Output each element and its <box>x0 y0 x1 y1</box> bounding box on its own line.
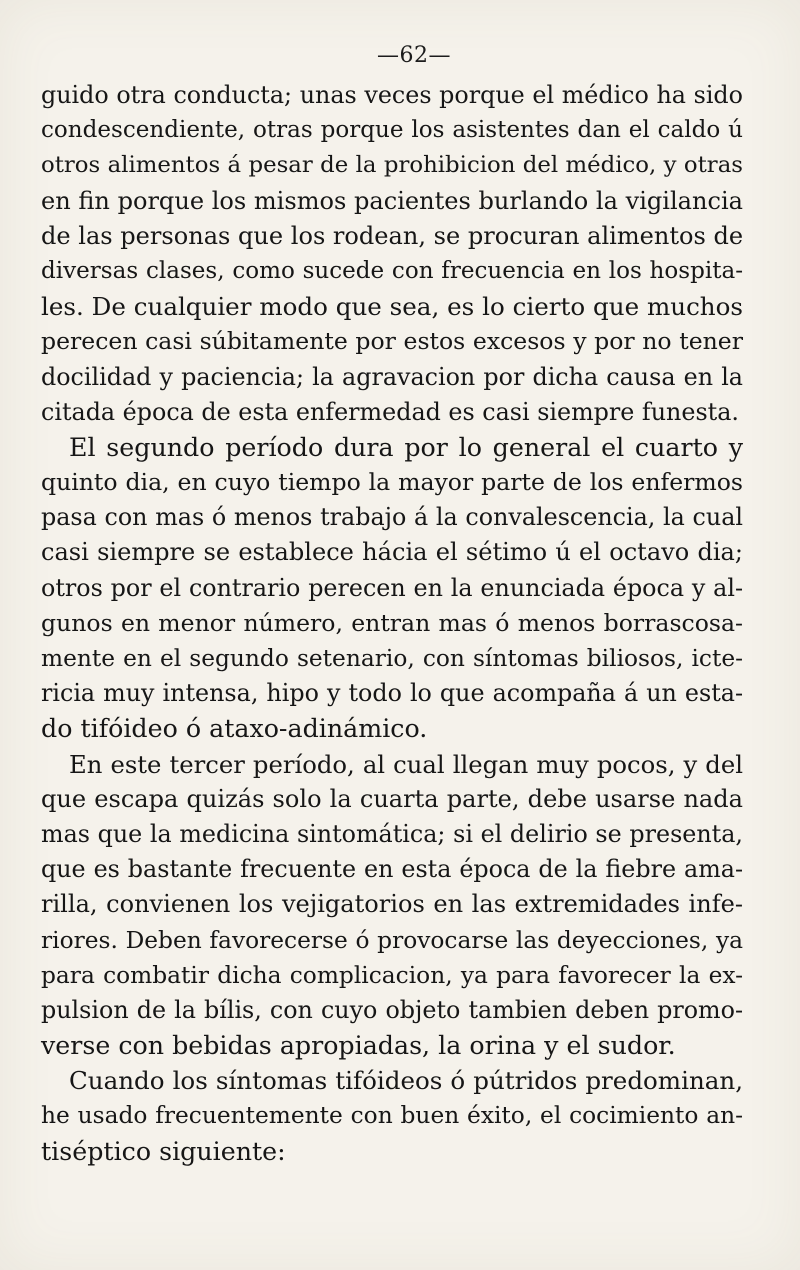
text-line: rilla, convienen los vejigatorios en las extremidades infe- <box>41 890 743 919</box>
text-line: perecen casi súbitamente por estos excesos y por no tener <box>41 327 743 356</box>
text-line: casi siempre se establece hácia el sétimo ú el octavo dia; <box>41 538 743 567</box>
text-line: que escapa quizás solo la cuarta parte, debe usarse nada <box>41 784 743 813</box>
text-line: gunos en menor número, entran mas ó menos borrascosa- <box>41 608 743 637</box>
text-line: otros alimentos á pesar de la prohibicion del médico, y otras <box>41 152 743 179</box>
text-line: he usado frecuentemente con buen éxito, el cocimiento an- <box>41 1102 743 1130</box>
paragraph-end-line: citada época de esta enfermedad es casi siempre funesta. <box>41 397 739 426</box>
text-line: pasa con mas ó menos trabajo á la convalescencia, la cual <box>41 503 743 532</box>
text-line: mente en el segundo setenario, con síntomas biliosos, icte- <box>41 645 743 672</box>
paragraph-start-line: En este tercer período, al cual llegan muy pocos, y del <box>69 749 743 779</box>
text-line: otros por el contrario perecen en la enunciada época y al- <box>41 573 743 602</box>
text-line: pulsion de la bílis, con cuyo objeto tambien deben promo- <box>41 995 743 1024</box>
paragraph-end-line: tiséptico siguiente: <box>41 1136 286 1166</box>
paragraph-end-line: do tifóideo ó ataxo-adinámico. <box>41 714 428 744</box>
text-line: les. De cualquier modo que sea, es lo cierto que muchos <box>41 292 743 322</box>
text-line: guido otra conducta; unas veces porque el médico ha sido <box>41 81 743 109</box>
paragraph-start-line: El segundo período dura por lo general el cuarto y <box>69 432 743 462</box>
text-line: ricia muy intensa, hipo y todo lo que acompaña á un esta- <box>41 679 743 708</box>
text-line: para combatir dicha complicacion, ya para favorecer la ex- <box>41 961 743 989</box>
text-line: docilidad y paciencia; la agravacion por dicha causa en la <box>41 362 743 391</box>
body-text <box>41 78 743 1169</box>
page-number: —62— <box>377 43 451 68</box>
text-line: de las personas que los rodean, se procuran alimentos de <box>41 221 744 250</box>
text-line: mas que la medicina sintomática; si el delirio se presenta, <box>41 819 743 848</box>
text-line: diversas clases, como sucede con frecuencia en los hospita- <box>41 257 743 284</box>
text-line: que es bastante frecuente en esta época de la fiebre ama- <box>41 855 743 884</box>
text-line: en fin porque los mismos pacientes burlando la vigilancia <box>41 186 743 215</box>
text-line: quinto dia, en cuyo tiempo la mayor parte de los enfermos <box>41 468 743 497</box>
text-line: riores. Deben favorecerse ó provocarse las deyecciones, ya <box>41 926 743 954</box>
paragraph-end-line: verse con bebidas apropiadas, la orina y el sudor. <box>41 1031 676 1061</box>
paragraph-start-line: Cuando los síntomas tifóideos ó pútridos predominan, <box>69 1066 743 1096</box>
text-line: condescendiente, otras porque los asistentes dan el caldo ú <box>41 117 743 144</box>
